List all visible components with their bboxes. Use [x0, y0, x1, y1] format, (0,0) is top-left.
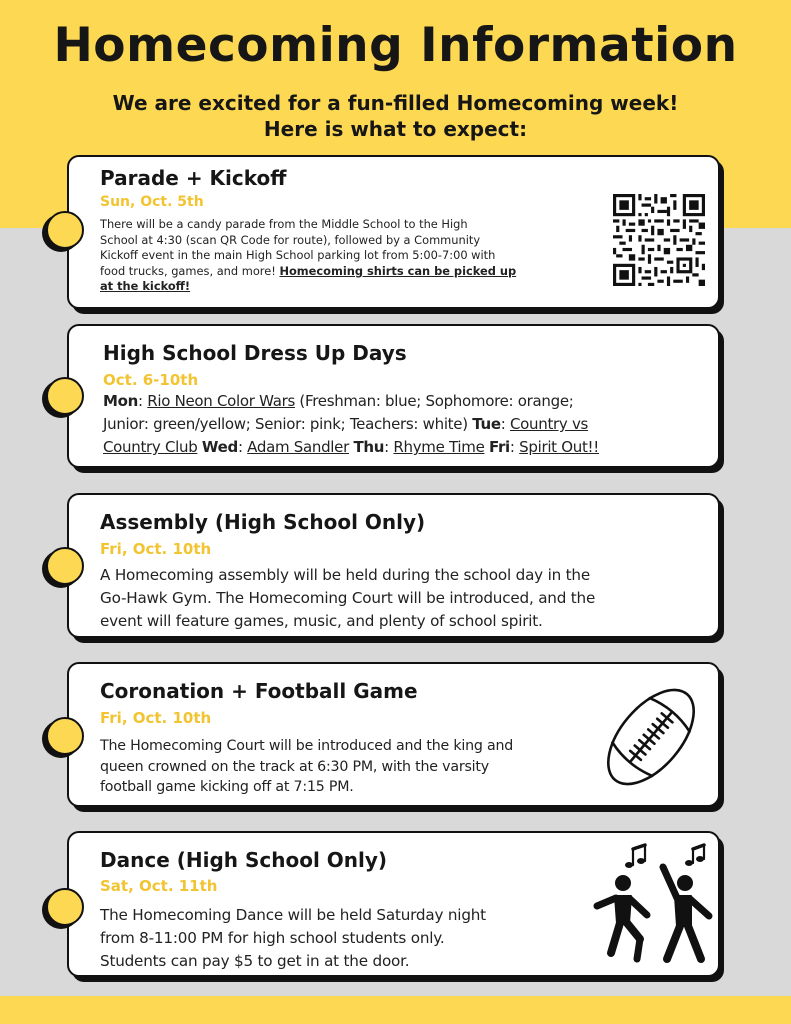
- body-line: The Homecoming Court will be introduced and the king and: [100, 738, 514, 754]
- subtitle-line-1: We are excited for a fun-filled Homecoming week!: [112, 91, 679, 115]
- card-body: [100, 564, 710, 633]
- body-line: event will feature games, music, and plenty of school spirit.: [100, 612, 543, 630]
- body-line: Go-Hawk Gym. The Homecoming Court will be introduced, and the: [100, 589, 596, 607]
- card-heading: Parade + Kickoff: [100, 166, 287, 190]
- body-text: Junior: green/yellow; Senior: pink; Teachers: white): [103, 415, 473, 433]
- body-line: Mon: Rio Neon Color Wars (Freshman: blue; Sophomore: orange;: [103, 392, 574, 410]
- body-line: A Homecoming assembly will be held during the school day in the: [100, 566, 590, 584]
- theme-link[interactable]: Spirit Out!!: [519, 438, 599, 456]
- football-icon: [597, 678, 705, 796]
- day-label: Mon: [103, 392, 139, 410]
- shirt-pickup-note: at the kickoff!: [100, 279, 191, 294]
- card-body: [100, 736, 580, 798]
- timeline-dot: [46, 547, 84, 585]
- card-date: Sat, Oct. 11th: [100, 877, 218, 895]
- card-date: Oct. 6-10th: [103, 371, 199, 389]
- body-line: [100, 264, 600, 280]
- dancers-icon: [585, 841, 715, 971]
- card-body: [100, 217, 600, 295]
- subtitle-line-2: Here is what to expect:: [263, 117, 528, 141]
- theme-link[interactable]: Rio Neon Color Wars: [147, 392, 295, 410]
- timeline-dot: [46, 717, 84, 755]
- card-heading: High School Dress Up Days: [103, 341, 407, 365]
- timeline-dot: [46, 211, 84, 249]
- body-text: food trucks, games, and more!: [100, 263, 280, 278]
- theme-link[interactable]: Country vs: [510, 415, 589, 433]
- card-heading: Assembly (High School Only): [100, 510, 426, 534]
- card-parade: [67, 155, 720, 309]
- qr-code-icon[interactable]: [613, 194, 705, 286]
- page-subtitle: [0, 90, 791, 142]
- card-heading: Coronation + Football Game: [100, 679, 418, 703]
- day-label: Tue: [472, 415, 501, 433]
- shirt-pickup-note: Homecoming shirts can be picked up: [279, 263, 517, 278]
- card-date: Sun, Oct. 5th: [100, 194, 204, 210]
- card-assembly: [67, 493, 720, 638]
- timeline-dot: [46, 377, 84, 415]
- card-body: [100, 904, 570, 973]
- card-date: Fri, Oct. 10th: [100, 709, 212, 727]
- card-heading: Dance (High School Only): [100, 848, 388, 872]
- card-date: Fri, Oct. 10th: [100, 540, 212, 558]
- day-label: Fri: [488, 438, 510, 456]
- body-line: There will be a candy parade from the Middle School to the High: [100, 217, 468, 231]
- page-title: Homecoming Information: [53, 18, 738, 73]
- day-label: Wed: [201, 438, 238, 456]
- body-line: queen crowned on the track at 6:30 PM, with the varsity: [100, 758, 489, 775]
- day-label: Thu: [353, 438, 385, 456]
- body-line: The Homecoming Dance will be held Saturday night: [100, 906, 486, 924]
- theme-link[interactable]: Rhyme Time: [393, 438, 485, 456]
- body-line: Students can pay $5 to get in at the door.: [100, 952, 410, 970]
- timeline-dot: [46, 888, 84, 926]
- footer-band: [0, 996, 791, 1024]
- body-line: School at 4:30 (scan QR Code for route), followed by a Community: [100, 232, 481, 247]
- body-line: Kickoff event in the main High School parking lot from 5:00-7:00 with: [100, 248, 496, 263]
- theme-link[interactable]: Adam Sandler: [247, 438, 349, 456]
- card-coronation: [67, 662, 720, 807]
- card-dress-up: [67, 324, 720, 468]
- body-line: from 8-11:00 PM for high school students only.: [100, 929, 445, 947]
- card-dance: [67, 831, 720, 977]
- card-body: [103, 390, 703, 459]
- body-line: Junior: green/yellow; Senior: pink; Teachers: white) Tue: Country vs: [103, 415, 589, 433]
- body-line: football game kicking off at 7:15 PM.: [100, 779, 354, 795]
- theme-link[interactable]: Country Club: [103, 438, 198, 456]
- body-text: (Freshman: blue; Sophomore: orange;: [294, 392, 574, 410]
- body-line: Country Club Wed: Adam Sandler Thu: Rhyme Time Fri: Spirit Out!!: [103, 438, 599, 456]
